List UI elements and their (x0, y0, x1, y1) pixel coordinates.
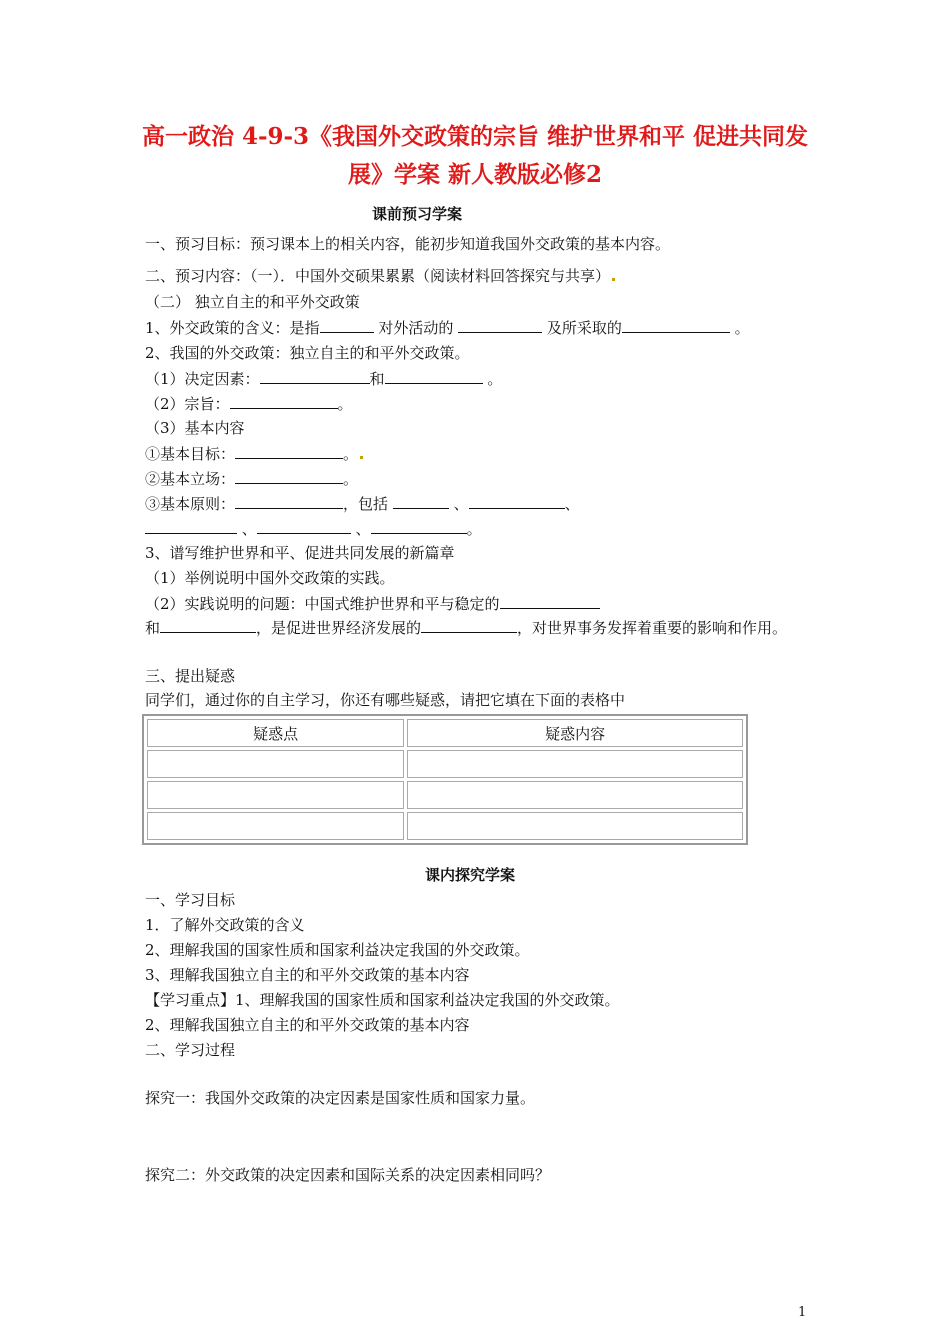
question-2-3: （3）基本内容 (145, 419, 245, 437)
table-cell[interactable] (407, 781, 743, 809)
question-2-3-2 (145, 468, 358, 489)
table-row (147, 781, 743, 809)
answer-blank[interactable] (385, 368, 483, 384)
answer-blank[interactable] (145, 518, 237, 534)
question-2-3-3 (145, 493, 580, 514)
preview-heading: 课前预习学案 (372, 205, 463, 223)
answer-blank[interactable] (320, 317, 374, 333)
answer-blank[interactable] (235, 443, 343, 459)
mark-dot (612, 278, 615, 281)
question-2-3-1 (145, 443, 363, 464)
question-3: 3、谱写维护世界和平、促进共同发展的新篇章 (145, 544, 455, 562)
q2-3-3-text-g: 。 (466, 520, 482, 538)
doubt-instructions: 同学们，通过你的自主学习，你还有哪些疑惑，请把它填在下面的表格中 (145, 691, 626, 709)
answer-blank[interactable] (393, 493, 449, 509)
q2-3-3-text-c: 、 (448, 495, 469, 513)
q2-1-text-c: 。 (482, 370, 503, 388)
q1-text-a: 1、外交政策的含义：是指 (145, 319, 320, 337)
q3-2-text-a: （2）实践说明的问题：中国式维护世界和平与稳定的 (145, 595, 500, 613)
title-line-1: 高一政治 4-9-3《我国外交政策的宗旨 维护世界和平 促进共同发 (141, 123, 809, 150)
page-number: 1 (798, 1305, 807, 1320)
question-3-2 (145, 593, 600, 614)
table-cell[interactable] (407, 812, 743, 840)
q2-3-3-text-b: ，包括 (343, 495, 393, 513)
explore-2: 探究二：外交政策的决定因素和国际关系的决定因素相同吗？ (145, 1166, 551, 1184)
table-cell[interactable] (147, 750, 404, 778)
question-3-1: （1）举例说明中国外交政策的实践。 (145, 569, 395, 587)
q2-3-1-text-b: 。 (343, 445, 359, 463)
key-point: 【学习重点】1、理解我国的国家性质和国家利益决定我国的外交政策。 (145, 991, 620, 1009)
question-2-3-3-cont (145, 518, 482, 539)
q2-3-3-text-d: 、 (564, 495, 580, 513)
answer-blank[interactable] (458, 317, 542, 333)
q3-2-text-b: 和 (145, 619, 161, 637)
q2-1-text-a: （1）决定因素： (145, 370, 260, 388)
q1-text-d: 。 (729, 319, 750, 337)
mark-dot (360, 456, 363, 459)
document-title (120, 118, 830, 194)
answer-blank[interactable] (235, 468, 343, 484)
goal-item: 1．了解外交政策的含义 (145, 916, 305, 934)
doubt-table (142, 714, 748, 845)
table-cell[interactable] (147, 812, 404, 840)
q2-1-text-b: 和 (369, 370, 385, 388)
answer-blank[interactable] (371, 518, 467, 534)
q2-3-3-text-a: ③基本原则： (145, 495, 236, 513)
answer-blank[interactable] (160, 617, 256, 633)
table-row (147, 750, 743, 778)
answer-blank[interactable] (622, 317, 730, 333)
goal-heading: 一、学习目标 (145, 891, 236, 909)
table-cell[interactable] (147, 781, 404, 809)
table-header: 疑惑点 (147, 719, 404, 747)
q3-2-text-c: ，是促进世界经济发展的 (256, 619, 422, 637)
q2-3-3-text-f: 、 (350, 520, 371, 538)
question-1 (145, 317, 750, 338)
goal-item: 2、理解我国的国家性质和国家利益决定我国的外交政策。 (145, 941, 530, 959)
q1-text-c: 及所采取的 (542, 319, 622, 337)
question-2: 2、我国的外交政策：独立自主的和平外交政策。 (145, 344, 470, 362)
table-row (147, 812, 743, 840)
q2-2-text-b: 。 (337, 395, 353, 413)
question-3-2-cont (145, 616, 810, 640)
goal-item: 3、理解我国独立自主的和平外交政策的基本内容 (145, 966, 470, 984)
answer-blank[interactable] (230, 393, 338, 409)
inclass-heading: 课内探究学案 (425, 866, 516, 884)
answer-blank[interactable] (469, 493, 565, 509)
preview-sub2: （二） 独立自主的和平外交政策 (145, 293, 360, 311)
table-header: 疑惑内容 (407, 719, 743, 747)
answer-blank[interactable] (260, 368, 370, 384)
q1-text-b: 对外活动的 (373, 319, 459, 337)
table-header-row (147, 719, 743, 747)
process-heading: 二、学习过程 (145, 1041, 236, 1059)
q2-3-3-text-e: 、 (237, 520, 257, 538)
answer-blank[interactable] (235, 493, 343, 509)
title-line-2: 展》学案 新人教版必修2 (347, 161, 602, 188)
answer-blank[interactable] (257, 518, 351, 534)
answer-blank[interactable] (500, 593, 600, 609)
question-2-1 (145, 368, 502, 389)
q2-3-2-text-a: ②基本立场： (145, 470, 236, 488)
q2-3-2-text-b: 。 (343, 470, 359, 488)
answer-blank[interactable] (421, 617, 517, 633)
preview-goal: 一、预习目标：预习课本上的相关内容，能初步知道我国外交政策的基本内容。 (145, 235, 671, 253)
q2-3-1-text-a: ①基本目标： (145, 445, 236, 463)
preview-content-text: 二、预习内容：（一）．中国外交硕果累累（阅读材料回答探究与共享） (145, 267, 611, 285)
preview-content (145, 266, 615, 286)
explore-1: 探究一：我国外交政策的决定因素是国家性质和国家力量。 (145, 1089, 536, 1107)
table-cell[interactable] (407, 750, 743, 778)
q2-2-text-a: （2）宗旨： (145, 395, 230, 413)
doubt-heading: 三、提出疑惑 (145, 667, 236, 685)
q3-2-text-d: ，对世界事务发挥着重要的影响和作用。 (517, 619, 788, 637)
question-2-2 (145, 393, 353, 414)
goal-item: 2、理解我国独立自主的和平外交政策的基本内容 (145, 1016, 470, 1034)
